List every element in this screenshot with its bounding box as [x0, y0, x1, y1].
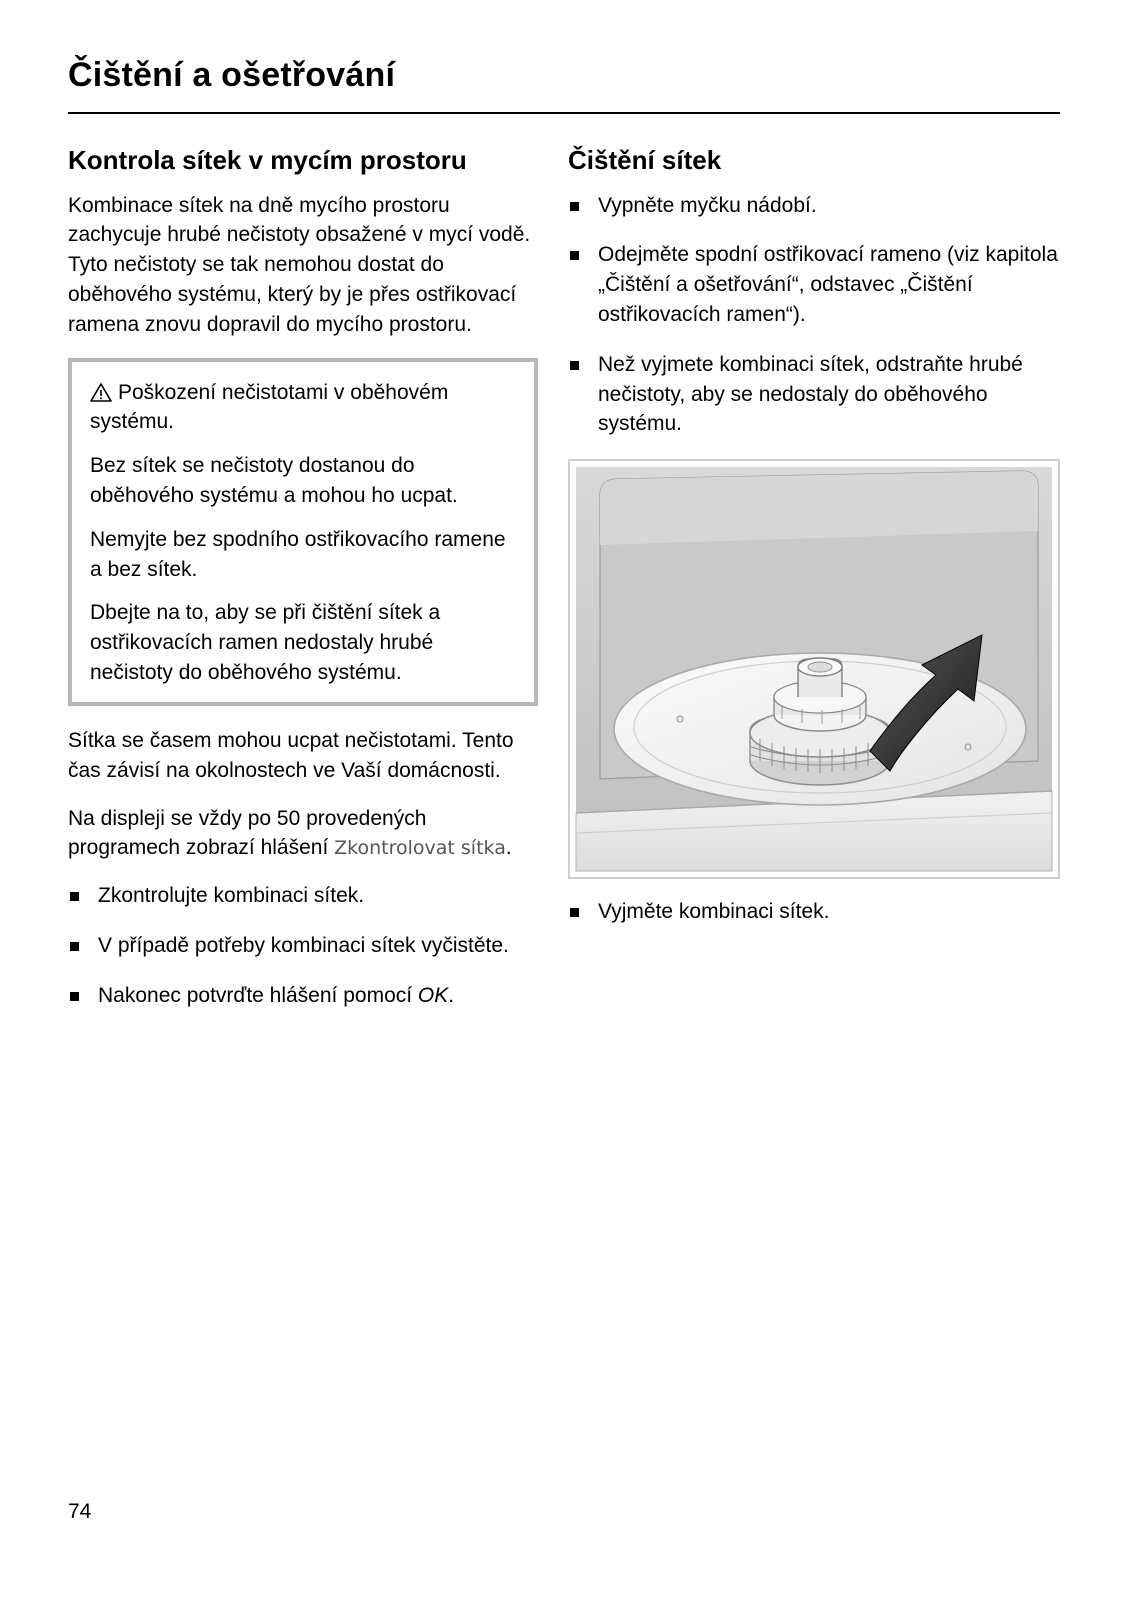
step-text: Vyjměte kombinaci sítek.	[598, 900, 830, 924]
warning-paragraph-2: Nemyjte bez spodního ostřikovacího ramene a bez sítek.	[90, 527, 506, 581]
header-divider	[68, 112, 1060, 114]
right-steps-list-after-figure	[568, 897, 1060, 927]
left-steps-list	[68, 881, 538, 1010]
bullet-square-icon	[70, 992, 79, 1001]
list-item	[68, 981, 538, 1011]
warning-paragraph-3: Dbejte na to, aby se při čištění sítek a ostřikovacích ramen nedostaly hrubé nečistoty do oběhového systému.	[90, 601, 441, 685]
left-section-title: Kontrola sítek v mycím prostoru	[68, 145, 467, 175]
paragraph-clog-time: Sítka se časem mohou ucpat nečistotami. Tento čas závisí na okolnostech ve Vaší domácnosti.	[68, 728, 514, 782]
dishwasher-filter-combination-illustration	[568, 459, 1060, 879]
step-text: Zkontrolujte kombinaci sítek.	[98, 884, 365, 908]
page-title: Čištění a ošetřování	[68, 56, 396, 94]
right-section-title: Čištění sítek	[568, 145, 722, 175]
list-item	[68, 931, 538, 961]
step-text: Než vyjmete kombinaci sítek, odstraňte hrubé nečistoty, aby se nedostaly do oběhového systému.	[598, 352, 1023, 436]
list-item	[568, 350, 1060, 439]
bullet-square-icon	[570, 908, 579, 917]
bullet-square-icon	[70, 942, 79, 951]
list-item	[68, 881, 538, 911]
step-emphasis-ok: OK	[417, 983, 449, 1007]
step-text-before: Nakonec potvrďte hlášení pomocí	[98, 983, 418, 1007]
display-message-prefix: Na displeji se vždy po 50 provedených programech zobrazí hlášení	[68, 806, 427, 860]
display-message-suffix: .	[505, 836, 512, 860]
page-number: 74	[68, 1500, 92, 1523]
step-text: Vypněte myčku nádobí.	[598, 193, 817, 217]
step-text: Odejměte spodní ostřikovací rameno (viz kapitola „Čištění a ošetřování“, odstavec „Čištění ostřikovacích ramen“).	[598, 243, 1058, 326]
warning-box	[68, 358, 538, 706]
right-steps-list-before-figure	[568, 191, 1060, 440]
bullet-square-icon	[570, 251, 579, 260]
bullet-square-icon	[570, 202, 579, 211]
step-text-after: .	[448, 983, 455, 1007]
list-item	[568, 897, 1060, 927]
list-item	[568, 191, 1060, 221]
paragraph-display-message	[68, 804, 538, 864]
bullet-square-icon	[70, 892, 79, 901]
bullet-square-icon	[570, 361, 579, 370]
intro-paragraph: Kombinace sítek na dně mycího prostoru zachycuje hrubé nečistoty obsažené v mycí vodě. Tyto nečistoty se tak nemohou dostat do oběhového systému, který by je přes ostřikovací ramena znovu dopravil do mycího prostoru.	[68, 193, 531, 336]
left-column	[68, 136, 538, 1031]
right-column	[568, 136, 1060, 947]
warning-headline-row	[90, 378, 516, 438]
warning-paragraph-1: Bez sítek se nečistoty dostanou do oběhového systému a mohou ho ucpat.	[90, 454, 458, 507]
warning-triangle-icon	[90, 381, 112, 400]
display-message-text: Zkontrolovat sítka	[334, 837, 506, 860]
step-text: V případě potřeby kombinaci sítek vyčistěte.	[98, 933, 509, 957]
warning-headline: Poškození nečistotami v oběhovém systému.	[90, 380, 449, 434]
page-header	[68, 56, 1060, 95]
list-item	[568, 240, 1060, 329]
